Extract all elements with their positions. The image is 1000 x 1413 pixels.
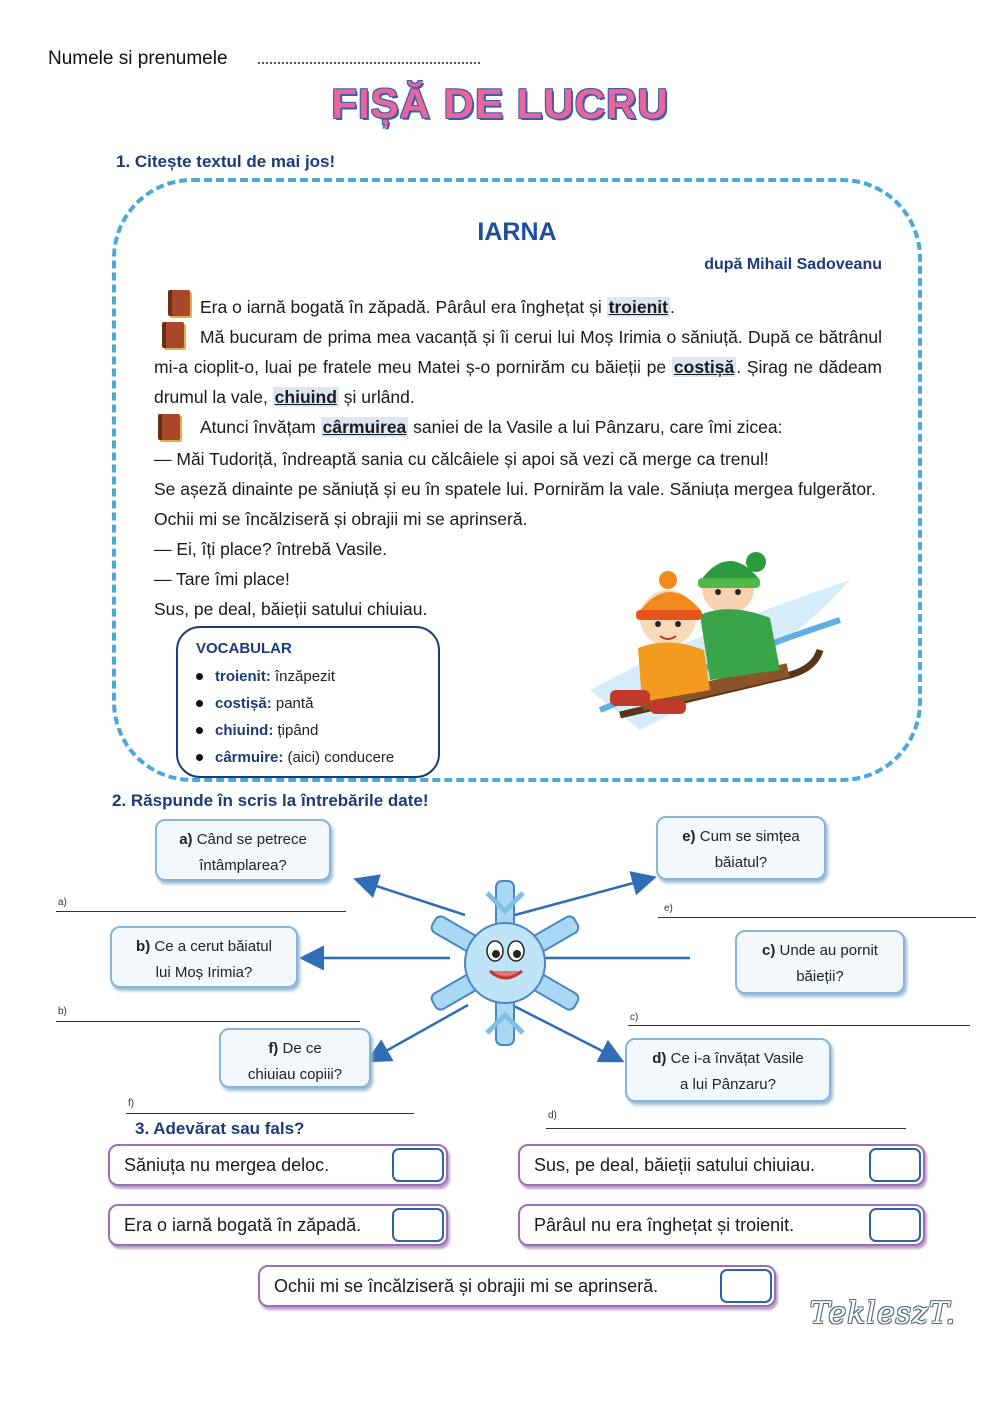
book-icon: [168, 290, 190, 316]
true-false-statement: Pârâul nu era înghețat și troienit.: [518, 1204, 925, 1246]
author-logo: TekleszT.: [809, 1296, 956, 1331]
question-d: d) Ce i-a învățat Vasile a lui Pânzaru?: [625, 1038, 831, 1102]
paragraph-8: Sus, pe deal, băieții satului chiuiau.: [154, 599, 428, 619]
vocab-item: costișă: pantă: [196, 690, 438, 717]
true-false-statement: Era o iarnă bogată în zăpadă.: [108, 1204, 448, 1246]
paragraph-2: Mă bucuram de prima mea vacanță și îi cerui lui Moș Irimia o săniuță. După ce bătrânul mi-a cioplit-o, luai pe fratele meu Matei ș-o pornirăm cu băieții pe costișă . Șirag ne dădeam drumul la vale, chiuind și urlând.: [154, 322, 882, 412]
section3-heading: 3. Adevărat sau fals?: [135, 1119, 305, 1138]
name-label: Numele si prenumele: [48, 48, 228, 69]
vocab-item: troienit: înzăpezit: [196, 663, 438, 690]
answer-line-d[interactable]: [546, 1128, 906, 1129]
answer-label-f: f): [128, 1098, 135, 1109]
snowflake-mascot-icon: [420, 873, 590, 1053]
answer-checkbox[interactable]: [392, 1148, 444, 1182]
answer-checkbox[interactable]: [392, 1208, 444, 1242]
vocab-item: cârmuire: (aici) conducere: [196, 744, 438, 771]
answer-line-c[interactable]: [628, 1025, 970, 1026]
paragraph-7: — Tare îmi place!: [154, 569, 290, 589]
question-c: c) Unde au pornit băieții?: [735, 930, 905, 994]
answer-checkbox[interactable]: [869, 1208, 921, 1242]
vocab-word-costisa: costișă: [673, 357, 735, 377]
name-answer-line[interactable]: [258, 62, 480, 64]
section2-heading: 2. Răspunde în scris la întrebările date!: [112, 791, 429, 810]
paragraph-1: Era o iarnă bogată în zăpadă. Pârâul era înghețat și troienit .: [154, 292, 882, 322]
answer-line-e[interactable]: [658, 917, 976, 918]
answer-label-b: b): [58, 1006, 67, 1017]
true-false-statement: Sus, pe deal, băieții satului chiuiau.: [518, 1144, 925, 1186]
answer-label-e: e): [664, 903, 673, 914]
book-icon: [162, 322, 184, 348]
paragraph-3: Atunci învățam cârmuirea saniei de la Vasile a lui Pânzaru, care îmi zicea:: [154, 412, 882, 442]
story-author: după Mihail Sadoveanu: [704, 256, 882, 273]
book-icon: [158, 414, 180, 440]
page-title: FIȘĂ DE LUCRU: [331, 80, 669, 127]
paragraph-4: — Măi Tudoriță, îndreaptă sania cu călcâiele și apoi să vezi că merge ca trenul!: [154, 449, 769, 469]
answer-checkbox[interactable]: [720, 1269, 772, 1303]
sledding-children-illustration: [580, 540, 860, 760]
vocab-word-chiuind: chiuind: [274, 387, 337, 407]
question-b: b) Ce a cerut băiatul lui Moș Irimia?: [110, 926, 298, 988]
true-false-statement: Ochii mi se încălziseră și obrajii mi se aprinseră.: [258, 1265, 776, 1307]
answer-checkbox[interactable]: [869, 1148, 921, 1182]
paragraph-6: — Ei, îți place? întrebă Vasile.: [154, 539, 388, 559]
answer-label-a: a): [58, 897, 67, 908]
true-false-statement: Săniuța nu mergea deloc.: [108, 1144, 448, 1186]
vocab-word-troienit: troienit: [608, 297, 668, 317]
vocabulary-title: VOCABULAR: [196, 640, 292, 657]
paragraph-5: Se așeză dinainte pe săniuță și eu în spatele lui. Pornirăm la vale. Săniuța mergea fulgerător. Ochii mi se încălziseră și obrajii mi se aprinseră.: [154, 479, 876, 529]
vocab-word-carmuirea: cârmuirea: [322, 417, 407, 437]
section1-heading: 1. Citește textul de mai jos!: [116, 152, 336, 171]
story-title: IARNA: [477, 218, 557, 246]
answer-line-a[interactable]: [56, 911, 346, 912]
question-e: e) Cum se simțea băiatul?: [656, 816, 826, 880]
answer-label-c: c): [630, 1012, 639, 1023]
answer-line-b[interactable]: [56, 1021, 360, 1022]
vocabulary-box: [176, 626, 440, 778]
question-a: a) Când se petrece întâmplarea?: [155, 819, 331, 881]
answer-line-f[interactable]: [126, 1113, 414, 1114]
answer-label-d: d): [548, 1110, 557, 1121]
vocab-item: chiuind: țipând: [196, 717, 438, 744]
question-f: f) De ce chiuiau copiii?: [219, 1028, 371, 1088]
